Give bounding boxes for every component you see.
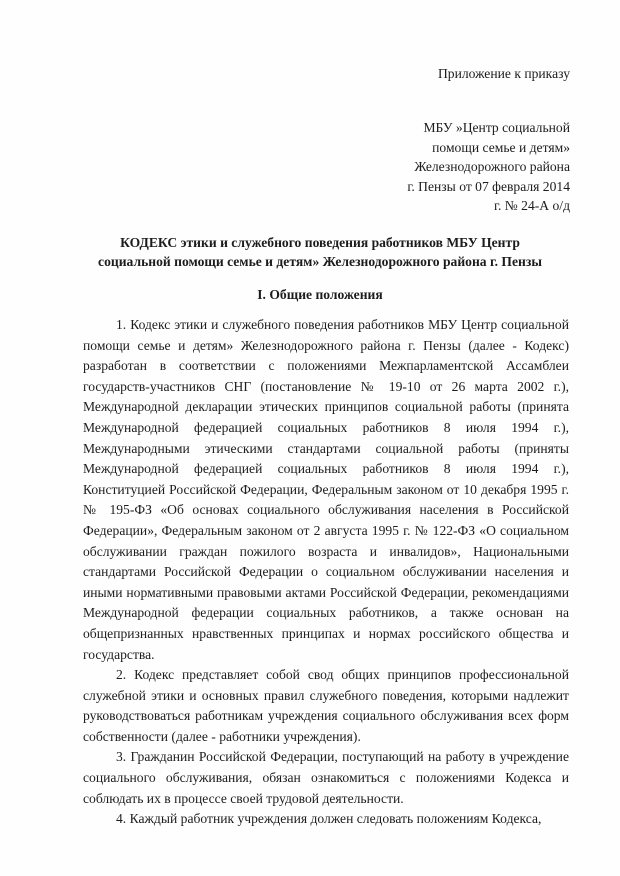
order-line: МБУ »Центр социальной: [423, 120, 570, 135]
order-line: г. № 24-А о/д: [493, 198, 570, 213]
paragraph-text: Кодекс этики и служебного поведения работников МБУ Центр социальной помощи семье и детям» Железнодорожного района г. Пензы (далее - Кодекс) разработан в соответствии с положениями Межпарламентской Ассамблеи государств-участников СНГ (постановление № 19-10 от 26 марта 2002 г.), Международной декларации этических принципов социальной работы (принята Международной федерацией социальных работников 8 июля 1994 г.), Международными этическими стандартами социальной работы (приняты Международной федерацией социальных работников 8 июля 1994 г.), Конституцией Российской Федерации, Федеральным законом от 10 декабря 1995 г. № 195-ФЗ «Об основах социального обслуживания населения в Российской Федерации», Федеральным законом от 2 августа 1995 г. № 122-ФЗ «О социальном обслуживании граждан пожилого возраста и инвалидов», Национальными стандартами Российской Федерации о социальном обслуживании населения и иными нормативными правовыми актами Российской Федерации, рекомендациями Международной федерации социальных работников, а также основан на общепризнанных нравственных принципах и нормах российского общества и государства.: [83, 317, 569, 662]
title-line-2: социальной помощи семье и детям» Железнодорожного района г. Пензы: [98, 254, 542, 269]
paragraph-number: 2.: [116, 667, 127, 683]
order-reference: [407, 118, 570, 216]
paragraph-number: 4.: [116, 811, 127, 827]
order-line: Железнодорожного района: [414, 159, 570, 174]
document-body: [83, 315, 569, 830]
paragraph-number: 3.: [116, 749, 127, 765]
paragraph-2: [83, 665, 569, 747]
paragraph-text: Каждый работник учреждения должен следовать положениям Кодекса,: [129, 811, 542, 827]
appendix-line: Приложение к приказу: [437, 66, 570, 81]
section-heading: I. Общие положения: [257, 287, 383, 302]
order-line: помощи семье и детям»: [432, 139, 570, 155]
paragraph-text: Кодекс представляет собой свод общих принципов профессиональной служебной этики и основных правил служебного поведения, которыми надлежит руководствоваться работникам учреждения социального обслуживания всех форм собственности (далее - работники учреждения).: [83, 667, 569, 744]
paragraph-3: [83, 747, 569, 809]
appendix-note: [438, 64, 570, 84]
order-line: г. Пензы от 07 февраля 2014: [407, 178, 570, 194]
paragraph-4: [83, 809, 569, 830]
paragraph-number: 1.: [116, 317, 127, 332]
paragraph-1: [83, 315, 569, 665]
title-line-1: КОДЕКС этики и служебного поведения работников МБУ Центр: [120, 235, 520, 250]
document-title: [70, 233, 570, 271]
paragraph-text: Гражданин Российской Федерации, поступающий на работу в учреждение социального обслуживания, обязан ознакомиться с положениями Кодекса и соблюдать их в процессе своей трудовой деятельности.: [83, 749, 569, 806]
